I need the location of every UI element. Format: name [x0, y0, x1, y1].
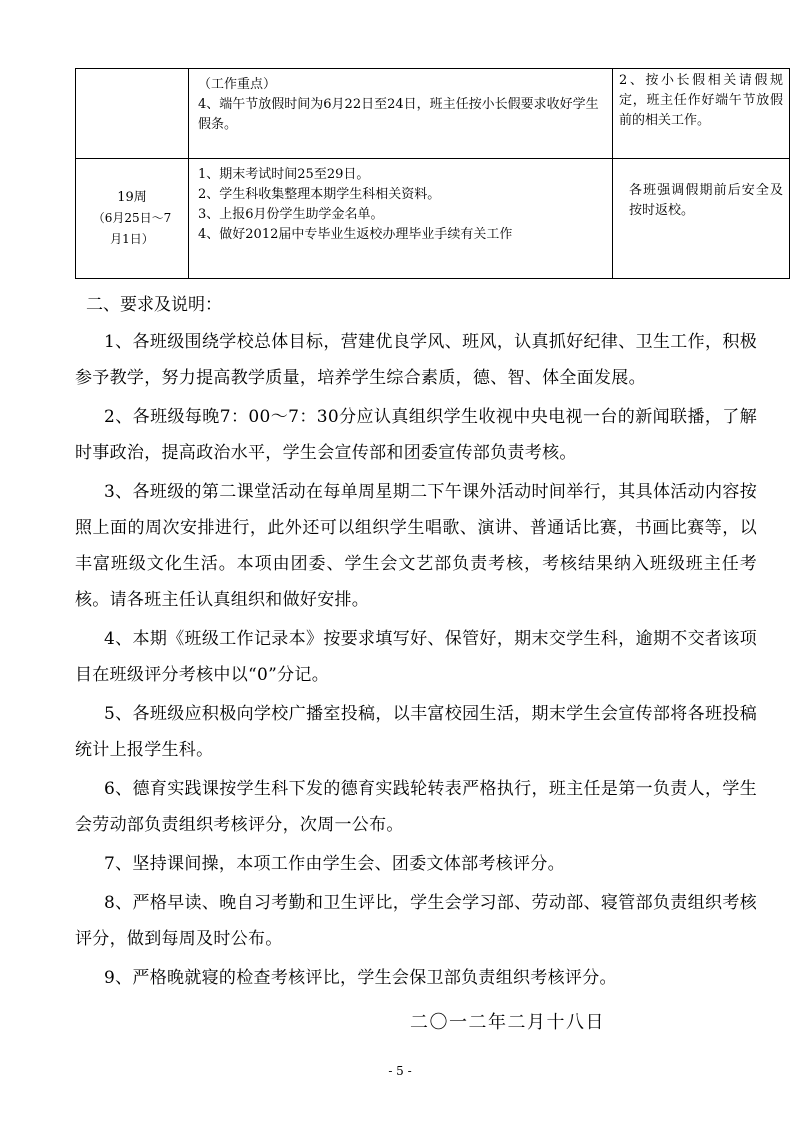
week-cell	[76, 69, 189, 159]
requirement-paragraph: 4、本期《班级工作记录本》按要求填写好、保管好，期末交学生科，逾期不交者该项目在班级评分考核中以“0”分记。	[75, 629, 757, 685]
tasks-cell	[189, 159, 613, 279]
task-line: 1、期末考试时间25至29日。	[198, 167, 370, 182]
week-dates: 月1日）	[110, 232, 154, 246]
requirement-paragraph: 3、各班级的第二课堂活动在每单周星期二下午课外活动时间举行，其具体活动内容按照上面的周次安排进行，此外还可以组织学生唱歌、演讲、普通话比赛，书画比赛等，以丰富班级文化生活。本项由团委、学生会文艺部负责考核，考核结果纳入班级班主任考核。请各班主任认真组织和做好安排。	[75, 482, 757, 610]
task-line: 4、端午节放假时间为6月22日至24日，班主任按小长假要求收好学生假条。	[198, 97, 599, 132]
tasks-cell	[189, 69, 613, 159]
schedule-table	[75, 68, 790, 279]
document-date: 二〇一二年二月十八日	[410, 1012, 605, 1033]
table-row	[76, 159, 790, 279]
requirement-paragraph: 7、坚持课间操，本项工作由学生会、团委文体部考核评分。	[104, 854, 565, 874]
task-line: 2、学生科收集整理本期学生科相关资料。	[198, 187, 441, 202]
requirement-paragraph: 9、严格晚就寝的检查考核评比，学生会保卫部负责组织考核评分。	[104, 968, 617, 988]
notes-cell: 各班强调假期前后安全及按时返校。	[613, 159, 790, 279]
week-dates: （6月25日～7	[92, 211, 172, 225]
requirement-paragraph: 2、各班级每晚7：00～7：30分应认真组织学生收视中央电视一台的新闻联播，了解时事政治，提高政治水平，学生会宣传部和团委宣传部负责考核。	[75, 407, 757, 463]
page-number: - 5 -	[388, 1064, 412, 1078]
week-label: 19周	[117, 190, 147, 205]
requirement-paragraph: 1、各班级围绕学校总体目标，营建优良学风、班风，认真抓好纪律、卫生工作，积极参予教学，努力提高教学质量，培养学生综合素质，德、智、体全面发展。	[75, 332, 757, 388]
requirement-paragraph: 6、德育实践课按学生科下发的德育实践轮转表严格执行，班主任是第一负责人，学生会劳动部负责组织考核评分，次周一公布。	[75, 779, 757, 835]
task-line: 4、做好2012届中专毕业生返校办理毕业手续有关工作	[198, 227, 513, 242]
week-cell	[76, 159, 189, 279]
requirement-paragraph: 8、严格早读、晚自习考勤和卫生评比，学生会学习部、劳动部、寝管部负责组织考核评分，做到每周及时公布。	[75, 893, 757, 949]
requirement-paragraph: 5、各班级应积极向学校广播室投稿，以丰富校园生活，期末学生会宣传部将各班投稿统计上报学生科。	[75, 704, 757, 760]
requirements-list	[75, 324, 757, 996]
section-heading: 二、要求及说明：	[86, 295, 222, 315]
task-line: 3、上报6月份学生助学金名单。	[198, 207, 384, 222]
task-line: （工作重点）	[198, 77, 277, 92]
table-row	[76, 69, 790, 159]
notes-cell: 2、按小长假相关请假规定，班主任作好端午节放假前的相关工作。	[613, 69, 790, 159]
